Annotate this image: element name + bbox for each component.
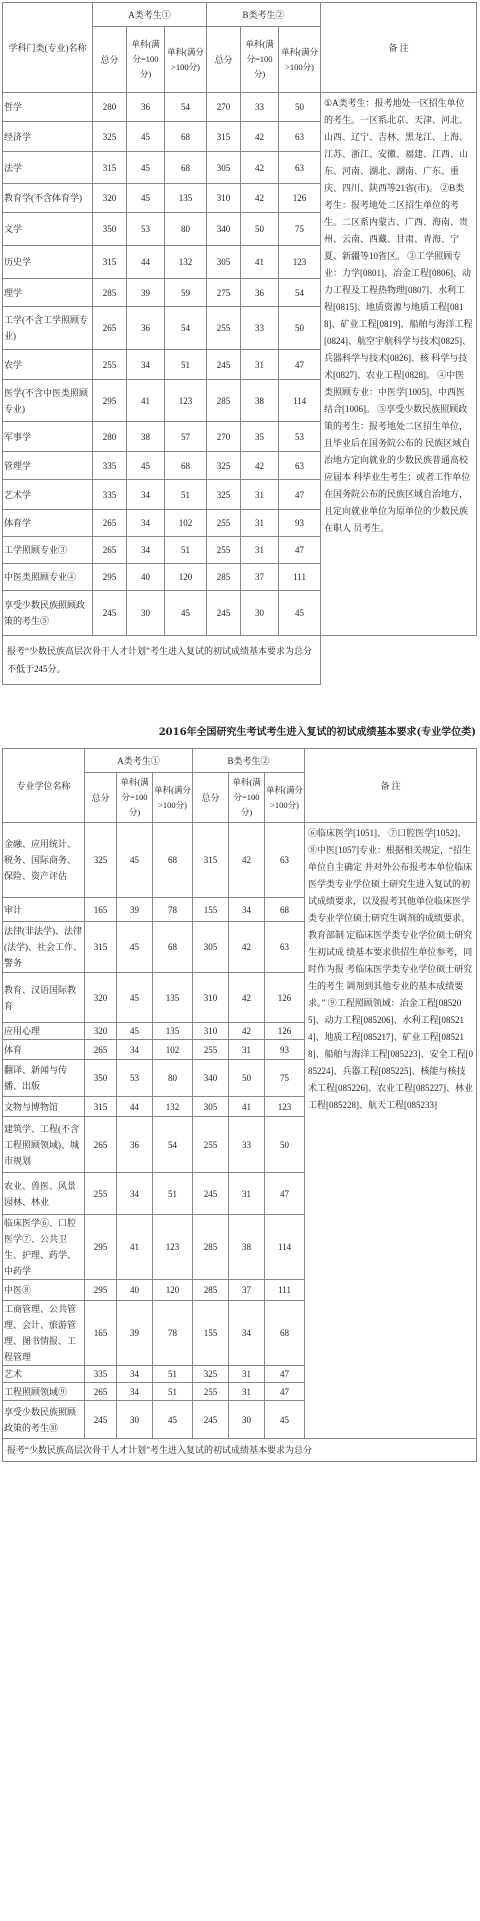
- row-name-cell: 翻译、新闻与传播、出版: [3, 1060, 85, 1097]
- table2-b-single100-header: 单科(满分=100分): [229, 773, 265, 823]
- row-name-cell: 中医⑧: [3, 1280, 85, 1301]
- score-b-single100-cell: 31: [241, 537, 279, 564]
- score-b-total-cell: 305: [193, 1097, 229, 1117]
- score-a-total-cell: 265: [85, 1383, 117, 1401]
- table1-a-total-header: 总分: [93, 27, 127, 93]
- score-b-single-gt100-cell: 53: [279, 422, 321, 452]
- score-b-single-gt100-cell: 126: [265, 1023, 305, 1040]
- score-a-single-gt100-cell: 68: [165, 122, 207, 152]
- table1-b-single-gt100-header: 单科(满分>100分): [279, 27, 321, 93]
- row-name-cell: 法学: [3, 152, 93, 184]
- row-name-cell: 艺术学: [3, 480, 93, 510]
- score-a-single-gt100-cell: 102: [153, 1040, 193, 1060]
- score-a-total-cell: 320: [85, 1023, 117, 1040]
- row-name-cell: 哲学: [3, 93, 93, 122]
- table1-a-single-gt100-header: 单科(满分>100分): [165, 27, 207, 93]
- score-b-single-gt100-cell: 63: [279, 122, 321, 152]
- row-name-cell: 体育: [3, 1040, 85, 1060]
- table1-b-single100-header: 单科(满分=100分): [241, 27, 279, 93]
- score-b-single100-cell: 42: [241, 452, 279, 480]
- score-a-single-gt100-cell: 132: [165, 246, 207, 279]
- score-b-single100-cell: 31: [229, 1173, 265, 1215]
- score-a-single100-cell: 44: [127, 246, 165, 279]
- score-b-single100-cell: 41: [229, 1097, 265, 1117]
- professional-degree-table: [2, 748, 477, 1462]
- score-a-total-cell: 320: [93, 184, 127, 213]
- score-b-single-gt100-cell: 50: [265, 1117, 305, 1173]
- score-b-single-gt100-cell: 63: [279, 152, 321, 184]
- score-b-total-cell: 325: [207, 480, 241, 510]
- score-a-total-cell: 280: [93, 422, 127, 452]
- score-a-total-cell: 265: [93, 537, 127, 564]
- row-name-cell: 医学(不含中医类照顾专业): [3, 380, 93, 422]
- score-a-single100-cell: 34: [127, 510, 165, 537]
- score-a-total-cell: 280: [93, 93, 127, 122]
- table2-group-a-header: A类考生①: [85, 749, 193, 773]
- score-b-single-gt100-cell: 54: [279, 279, 321, 307]
- score-a-single-gt100-cell: 135: [153, 1023, 193, 1040]
- table2-row: [3, 823, 477, 898]
- row-name-cell: 经济学: [3, 122, 93, 152]
- score-a-single100-cell: 34: [127, 350, 165, 380]
- score-a-single-gt100-cell: 54: [153, 1117, 193, 1173]
- score-b-single-gt100-cell: 50: [279, 93, 321, 122]
- score-a-single100-cell: 34: [117, 1040, 153, 1060]
- score-b-single100-cell: 34: [229, 898, 265, 922]
- score-b-total-cell: 155: [193, 898, 229, 922]
- score-b-single100-cell: 42: [241, 152, 279, 184]
- score-a-single100-cell: 30: [117, 1401, 153, 1439]
- score-b-single-gt100-cell: 47: [265, 1366, 305, 1383]
- score-a-total-cell: 335: [85, 1366, 117, 1383]
- score-b-single100-cell: 33: [229, 1117, 265, 1173]
- score-b-total-cell: 245: [193, 1401, 229, 1439]
- score-a-single100-cell: 53: [127, 213, 165, 246]
- score-a-single-gt100-cell: 51: [153, 1366, 193, 1383]
- score-a-single-gt100-cell: 120: [165, 564, 207, 591]
- score-a-single-gt100-cell: 51: [153, 1173, 193, 1215]
- score-a-single100-cell: 45: [127, 184, 165, 213]
- score-b-single100-cell: 31: [241, 350, 279, 380]
- score-a-single100-cell: 36: [127, 93, 165, 122]
- score-a-total-cell: 265: [93, 307, 127, 350]
- score-a-total-cell: 335: [93, 480, 127, 510]
- table2-header-row-1: [3, 749, 477, 773]
- score-b-total-cell: 340: [193, 1060, 229, 1097]
- score-a-single100-cell: 45: [117, 1023, 153, 1040]
- score-b-single-gt100-cell: 123: [265, 1097, 305, 1117]
- score-a-total-cell: 350: [93, 213, 127, 246]
- score-a-single100-cell: 36: [117, 1117, 153, 1173]
- table2-footer-note: 报考“少数民族高层次骨干人才计划”考生进入复试的初试成绩基本要求为总分: [3, 1439, 477, 1462]
- score-a-total-cell: 350: [85, 1060, 117, 1097]
- score-a-single100-cell: 53: [117, 1060, 153, 1097]
- score-a-total-cell: 295: [85, 1215, 117, 1280]
- score-b-single100-cell: 30: [229, 1401, 265, 1439]
- row-name-cell: 军事学: [3, 422, 93, 452]
- score-b-total-cell: 315: [207, 122, 241, 152]
- score-b-single-gt100-cell: 93: [279, 510, 321, 537]
- score-b-single-gt100-cell: 68: [265, 1301, 305, 1366]
- row-name-cell: 艺术: [3, 1366, 85, 1383]
- score-a-single-gt100-cell: 80: [165, 213, 207, 246]
- score-b-single100-cell: 42: [229, 922, 265, 973]
- score-a-single-gt100-cell: 123: [165, 380, 207, 422]
- row-name-cell: 体育学: [3, 510, 93, 537]
- row-name-cell: 教育、汉语国际教育: [3, 973, 85, 1023]
- score-a-single100-cell: 38: [127, 422, 165, 452]
- score-b-single-gt100-cell: 63: [265, 823, 305, 898]
- score-b-single-gt100-cell: 75: [279, 213, 321, 246]
- score-b-total-cell: 255: [207, 537, 241, 564]
- score-b-total-cell: 325: [193, 1366, 229, 1383]
- score-a-single100-cell: 45: [127, 452, 165, 480]
- score-a-single100-cell: 45: [127, 122, 165, 152]
- score-b-single-gt100-cell: 93: [265, 1040, 305, 1060]
- score-b-single100-cell: 37: [229, 1280, 265, 1301]
- row-name-cell: 文物与博物馆: [3, 1097, 85, 1117]
- score-a-single100-cell: 34: [127, 537, 165, 564]
- score-b-single100-cell: 50: [241, 213, 279, 246]
- score-b-single100-cell: 33: [241, 307, 279, 350]
- table1-group-b-header: B类考生②: [207, 3, 321, 27]
- row-name-cell: 管理学: [3, 452, 93, 480]
- professional-degree-title: 2016年全国研究生考试考生进入复试的初试成绩基本要求(专业学位类): [158, 727, 476, 738]
- score-b-single100-cell: 33: [241, 93, 279, 122]
- academic-degree-table: [2, 2, 477, 685]
- score-b-single-gt100-cell: 126: [279, 184, 321, 213]
- row-name-cell: 工学(不含工学照顾专业): [3, 307, 93, 350]
- score-a-single100-cell: 30: [127, 591, 165, 636]
- score-b-single100-cell: 42: [229, 1023, 265, 1040]
- score-b-total-cell: 270: [207, 93, 241, 122]
- score-b-single100-cell: 38: [241, 380, 279, 422]
- score-b-single100-cell: 34: [229, 1301, 265, 1366]
- score-a-single100-cell: 34: [127, 480, 165, 510]
- score-b-single-gt100-cell: 126: [265, 973, 305, 1023]
- score-a-total-cell: 285: [93, 279, 127, 307]
- table1-col-name-header: 学科门类(专业)名称: [3, 3, 93, 93]
- score-b-total-cell: 285: [207, 564, 241, 591]
- score-b-single-gt100-cell: 47: [279, 537, 321, 564]
- score-b-single-gt100-cell: 123: [279, 246, 321, 279]
- score-a-total-cell: 335: [93, 452, 127, 480]
- row-name-cell: 建筑学、工程(不含工程照顾领域)、城市规划: [3, 1117, 85, 1173]
- score-b-total-cell: 155: [193, 1301, 229, 1366]
- score-b-single-gt100-cell: 63: [279, 452, 321, 480]
- table1-remark-cell: ①A类考生：报考地处一区招生单位的考生。一区系北京、天津、河北、山西、辽宁、吉林、黑龙江、上海、江苏、浙江、安徽、福建、江西、山东、河南、湖北、湖南、广东、重庆、四川、陕西等21省(市)。 ②B类考生：报考地处二区招生单位的考生。二区系内蒙古、广西、海南、贵州、云南、西藏、甘肃、青海、宁夏、新疆等10省区。 ③工学照顾专业：力学[0801]、冶金工程[0806]、动力工程及工程热物理[0807]、水利工程[0815]、地质资源与地质工程[0818]、矿业工程[0819]、船舶与海洋工程[0824]、航空宇航科学与技术[0825]、兵器科学与技术[0826]、核 科学与技术[0827]、农业工程[0828]。 ④中医类照顾专业：中医学[1005]、中西医结合[1006]。 ⑤享受少数民族照顾政策的考生：报考地处二区招生单位，且毕业后在国务院公布的 民族区域自治地方定向就业的少数民族普通高校应届本 科毕业生考生；或者工作单位在国务院公布的民族区域自治地方，且定向就业单位为原单位的少数民族在职人 员考生。: [321, 93, 477, 636]
- score-a-total-cell: 315: [85, 1097, 117, 1117]
- score-b-total-cell: 310: [193, 973, 229, 1023]
- score-a-total-cell: 255: [93, 350, 127, 380]
- score-a-single-gt100-cell: 45: [153, 1401, 193, 1439]
- row-name-cell: 应用心理: [3, 1023, 85, 1040]
- score-b-single100-cell: 31: [241, 480, 279, 510]
- row-name-cell: 工学照顾专业③: [3, 537, 93, 564]
- row-name-cell: 工程照顾领域⑨: [3, 1383, 85, 1401]
- row-name-cell: 法律(非法学)、法律(法学)、社会工作、警务: [3, 922, 85, 973]
- score-a-single-gt100-cell: 120: [153, 1280, 193, 1301]
- row-name-cell: 理学: [3, 279, 93, 307]
- score-a-total-cell: 295: [93, 380, 127, 422]
- row-name-cell: 文学: [3, 213, 93, 246]
- table2-remark-cell: ⑥临床医学[1051]、 ⑦口腔医学[1052]、 ⑧中医[1057]专业：根据相关规定，“招生单位自主确定 并对外公布报考本单位临床医学类专业学位硕士研究生进入复试的初试成绩要求，以及报考其他单位临床医学类专业学位硕士研究生调剂的成绩要求。教育部制 定临床医学类专业学位硕士研究生初试成 绩基本要求供招生单位参考，同时作为报 考临床医学类专业学位硕士研究生的考生 调剂到其他专业的基本成绩要求。” ⑨工程照顾领域：冶金工程[085205]、动力工程[085206]、水利工程[085214]、地质工程[085217]、矿业工程[085218]、船舶与海洋工程[085223]、安全工程[085224]、兵器工程[085225]、核能与核技术工程[085226]、农业工程[085227]、林业工程[085228]、航天工程[085233]: [305, 823, 477, 1439]
- score-b-single-gt100-cell: 47: [279, 350, 321, 380]
- score-a-single-gt100-cell: 51: [153, 1383, 193, 1401]
- score-b-single100-cell: 30: [241, 591, 279, 636]
- score-b-single100-cell: 42: [241, 122, 279, 152]
- score-a-single-gt100-cell: 80: [153, 1060, 193, 1097]
- table1-footer-note: 报考“少数民族高层次骨干人才计划”考生进入复试的初试成绩基本要求为总分不低于245分。: [3, 636, 321, 685]
- row-name-cell: 历史学: [3, 246, 93, 279]
- score-a-total-cell: 315: [93, 246, 127, 279]
- score-b-total-cell: 275: [207, 279, 241, 307]
- score-a-single-gt100-cell: 54: [165, 307, 207, 350]
- score-a-single-gt100-cell: 123: [153, 1215, 193, 1280]
- score-b-total-cell: 255: [193, 1383, 229, 1401]
- table2-a-total-header: 总分: [85, 773, 117, 823]
- row-name-cell: 工商管理、公共管理、会计、旅游管理、图书情报、工程管理: [3, 1301, 85, 1366]
- score-b-total-cell: 305: [207, 246, 241, 279]
- score-a-total-cell: 245: [93, 591, 127, 636]
- score-a-single-gt100-cell: 68: [153, 922, 193, 973]
- score-b-single100-cell: 35: [241, 422, 279, 452]
- score-b-single-gt100-cell: 45: [265, 1401, 305, 1439]
- score-a-single100-cell: 39: [127, 279, 165, 307]
- row-name-cell: 享受少数民族照顾政策的考生⑩: [3, 1401, 85, 1439]
- score-a-single-gt100-cell: 132: [153, 1097, 193, 1117]
- score-a-total-cell: 265: [85, 1117, 117, 1173]
- table1-group-a-header: A类考生①: [93, 3, 207, 27]
- row-name-cell: 金融、应用统计、税务、国际商务、保险、资产评估: [3, 823, 85, 898]
- score-b-single-gt100-cell: 114: [265, 1215, 305, 1280]
- score-b-single100-cell: 42: [229, 823, 265, 898]
- score-a-single-gt100-cell: 135: [153, 973, 193, 1023]
- score-b-total-cell: 340: [207, 213, 241, 246]
- score-b-single100-cell: 42: [229, 973, 265, 1023]
- score-a-single-gt100-cell: 135: [165, 184, 207, 213]
- score-b-total-cell: 245: [207, 591, 241, 636]
- score-a-single100-cell: 34: [117, 1173, 153, 1215]
- score-a-single-gt100-cell: 54: [165, 93, 207, 122]
- score-a-total-cell: 325: [93, 122, 127, 152]
- score-a-single100-cell: 41: [127, 380, 165, 422]
- score-b-single100-cell: 36: [241, 279, 279, 307]
- score-a-single-gt100-cell: 51: [165, 350, 207, 380]
- row-name-cell: 教育学(不含体育学): [3, 184, 93, 213]
- score-a-single-gt100-cell: 68: [165, 452, 207, 480]
- score-a-single100-cell: 39: [117, 1301, 153, 1366]
- score-b-total-cell: 255: [193, 1040, 229, 1060]
- table1-remark-header: 备 注: [321, 3, 477, 93]
- score-b-single100-cell: 42: [241, 184, 279, 213]
- table2-b-total-header: 总分: [193, 773, 229, 823]
- score-a-single-gt100-cell: 102: [165, 510, 207, 537]
- score-a-total-cell: 165: [85, 898, 117, 922]
- score-a-total-cell: 295: [85, 1280, 117, 1301]
- score-b-single-gt100-cell: 75: [265, 1060, 305, 1097]
- score-a-single100-cell: 40: [117, 1280, 153, 1301]
- score-a-single100-cell: 36: [127, 307, 165, 350]
- score-b-total-cell: 305: [207, 152, 241, 184]
- score-a-single100-cell: 45: [117, 922, 153, 973]
- row-name-cell: 享受少数民族照顾政策的考生⑤: [3, 591, 93, 636]
- score-a-single-gt100-cell: 78: [153, 1301, 193, 1366]
- score-a-single-gt100-cell: 45: [165, 591, 207, 636]
- row-name-cell: 临床医学⑥、口腔医学⑦、公共卫生、护理、药学、中药学: [3, 1215, 85, 1280]
- score-a-total-cell: 265: [93, 510, 127, 537]
- score-b-total-cell: 255: [207, 510, 241, 537]
- score-a-single100-cell: 34: [117, 1383, 153, 1401]
- score-b-total-cell: 310: [207, 184, 241, 213]
- score-a-total-cell: 255: [85, 1173, 117, 1215]
- academic-degree-table-section: [2, 2, 476, 685]
- score-b-single100-cell: 38: [229, 1215, 265, 1280]
- score-a-single100-cell: 39: [117, 898, 153, 922]
- table2-group-b-header: B类考生②: [193, 749, 305, 773]
- row-name-cell: 农学: [3, 350, 93, 380]
- score-b-single100-cell: 31: [229, 1383, 265, 1401]
- score-a-single100-cell: 45: [127, 152, 165, 184]
- table1-a-single100-header: 单科(满分=100分): [127, 27, 165, 93]
- score-b-single-gt100-cell: 47: [265, 1173, 305, 1215]
- professional-degree-table-section: [2, 748, 476, 1462]
- score-b-total-cell: 325: [207, 452, 241, 480]
- score-b-total-cell: 285: [207, 380, 241, 422]
- score-a-single100-cell: 41: [117, 1215, 153, 1280]
- score-b-single100-cell: 41: [241, 246, 279, 279]
- table2-b-single-gt100-header: 单科(满分>100分): [265, 773, 305, 823]
- score-b-single-gt100-cell: 50: [279, 307, 321, 350]
- score-b-single100-cell: 31: [229, 1040, 265, 1060]
- score-b-total-cell: 255: [193, 1117, 229, 1173]
- score-b-single-gt100-cell: 45: [279, 591, 321, 636]
- score-a-single-gt100-cell: 57: [165, 422, 207, 452]
- score-b-total-cell: 270: [207, 422, 241, 452]
- score-b-single100-cell: 50: [229, 1060, 265, 1097]
- score-b-single-gt100-cell: 111: [279, 564, 321, 591]
- table1-row: [3, 93, 477, 122]
- score-b-total-cell: 245: [207, 350, 241, 380]
- score-a-single100-cell: 40: [127, 564, 165, 591]
- score-b-single-gt100-cell: 47: [265, 1383, 305, 1401]
- row-name-cell: 中医类照顾专业④: [3, 564, 93, 591]
- score-a-single100-cell: 44: [117, 1097, 153, 1117]
- score-a-total-cell: 245: [85, 1401, 117, 1439]
- score-a-single100-cell: 45: [117, 973, 153, 1023]
- score-b-single100-cell: 31: [241, 510, 279, 537]
- score-b-single-gt100-cell: 63: [265, 922, 305, 973]
- table1-header-row-1: [3, 3, 477, 27]
- score-a-total-cell: 325: [85, 823, 117, 898]
- score-b-single100-cell: 31: [229, 1366, 265, 1383]
- score-b-single-gt100-cell: 68: [265, 898, 305, 922]
- score-b-single-gt100-cell: 47: [279, 480, 321, 510]
- table1-b-total-header: 总分: [207, 27, 241, 93]
- score-b-total-cell: 255: [207, 307, 241, 350]
- score-b-total-cell: 245: [193, 1173, 229, 1215]
- table2-col-name-header: 专业学位名称: [3, 749, 85, 823]
- score-b-single100-cell: 37: [241, 564, 279, 591]
- score-b-total-cell: 310: [193, 1023, 229, 1040]
- score-a-single-gt100-cell: 51: [165, 480, 207, 510]
- score-b-total-cell: 285: [193, 1280, 229, 1301]
- table2-a-single100-header: 单科(满分=100分): [117, 773, 153, 823]
- row-name-cell: 审计: [3, 898, 85, 922]
- score-a-single-gt100-cell: 51: [165, 537, 207, 564]
- score-a-total-cell: 165: [85, 1301, 117, 1366]
- table2-remark-header: 备 注: [305, 749, 477, 823]
- score-a-single100-cell: 34: [117, 1366, 153, 1383]
- score-a-total-cell: 265: [85, 1040, 117, 1060]
- table2-a-single-gt100-header: 单科(满分>100分): [153, 773, 193, 823]
- score-a-total-cell: 315: [93, 152, 127, 184]
- score-b-single-gt100-cell: 111: [265, 1280, 305, 1301]
- score-a-single-gt100-cell: 68: [165, 152, 207, 184]
- score-a-single100-cell: 45: [117, 823, 153, 898]
- score-a-single-gt100-cell: 68: [153, 823, 193, 898]
- score-a-total-cell: 315: [85, 922, 117, 973]
- score-a-total-cell: 320: [85, 973, 117, 1023]
- score-a-total-cell: 295: [93, 564, 127, 591]
- score-b-single-gt100-cell: 114: [279, 380, 321, 422]
- score-b-total-cell: 315: [193, 823, 229, 898]
- score-a-single-gt100-cell: 78: [153, 898, 193, 922]
- score-a-single-gt100-cell: 59: [165, 279, 207, 307]
- score-b-total-cell: 305: [193, 922, 229, 973]
- row-name-cell: 农业、兽医、风景园林、林业: [3, 1173, 85, 1215]
- score-b-total-cell: 285: [193, 1215, 229, 1280]
